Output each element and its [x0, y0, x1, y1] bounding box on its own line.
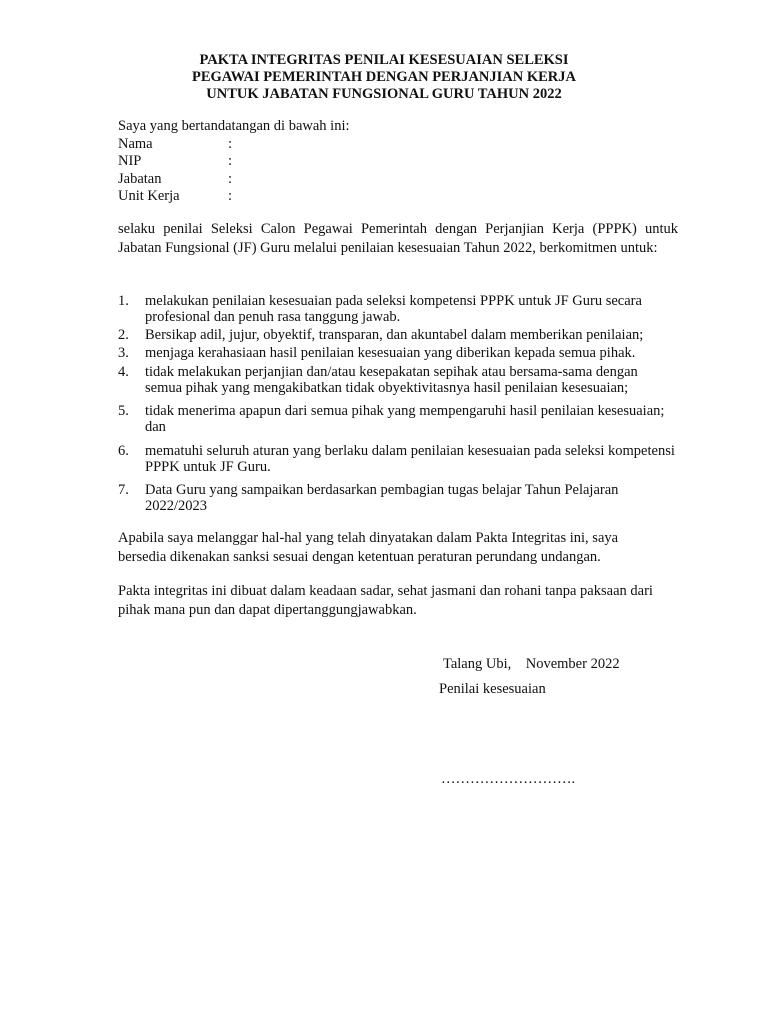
- list-item: [118, 403, 678, 435]
- list-item: [118, 482, 678, 514]
- field-colon: :: [228, 188, 233, 204]
- document-title: [0, 52, 768, 103]
- list-item-text: tidak menerima apapun dari semua pihak yang mempengaruhi hasil penilaian kesesuaian; dan: [145, 403, 665, 435]
- commitment-paragraph: selaku penilai Seleksi Calon Pegawai Pemerintah dengan Perjanjian Kerja (PPPK) untuk Jabatan Fungsional (JF) Guru melalui penilaian kesesuaian Tahun 2022, berkomitmen untuk:: [118, 221, 678, 256]
- list-item-text: Bersikap adil, jujur, obyektif, transparan, dan akuntabel dalam memberikan penilaian;: [145, 327, 644, 343]
- list-item-number: 4.: [118, 364, 129, 380]
- field-label-nip: NIP: [118, 153, 142, 169]
- field-row-nip: [118, 153, 350, 171]
- list-item-number: 1.: [118, 293, 129, 309]
- list-item-number: 5.: [118, 403, 129, 419]
- list-item-number: 2.: [118, 327, 129, 343]
- list-item: [118, 443, 678, 475]
- list-item-text: tidak melakukan perjanjian dan/atau kesepakatan sepihak atau bersama-sama dengan semua pihak yang mengakibatkan tidak obyektivitasnya hasil penilaian kesesuaian;: [145, 364, 638, 396]
- list-item-text: menjaga kerahasiaan hasil penilaian kesesuaian yang diberikan kepada semua pihak.: [145, 345, 636, 361]
- list-item: [118, 345, 678, 361]
- list-item-text: Data Guru yang sampaikan berdasarkan pembagian tugas belajar Tahun Pelajaran 2022/2023: [145, 482, 619, 514]
- signature-line: ……………………….: [441, 771, 576, 787]
- field-row-unit-kerja: [118, 188, 350, 206]
- title-line-3: UNTUK JABATAN FUNGSIONAL GURU TAHUN 2022: [206, 86, 562, 102]
- list-item-number: 6.: [118, 443, 129, 459]
- list-item-number: 3.: [118, 345, 129, 361]
- list-item-text: melakukan penilaian kesesuaian pada seleksi kompetensi PPPK untuk JF Guru secara profesional dan penuh rasa tanggung jawab.: [145, 293, 642, 325]
- list-item-number: 7.: [118, 482, 129, 498]
- signer-role: Penilai kesesuaian: [439, 681, 546, 697]
- identity-section: [118, 118, 350, 206]
- field-label-nama: Nama: [118, 135, 153, 152]
- list-item: [118, 364, 678, 396]
- list-item: [118, 293, 678, 325]
- declaration-paragraph: Pakta integritas ini dibuat dalam keadaan sadar, sehat jasmani dan rohani tanpa paksaan dari pihak mana pun dan dapat dipertanggungjawabkan.: [118, 583, 653, 618]
- field-row-jabatan: [118, 171, 350, 189]
- field-colon: :: [228, 153, 233, 169]
- place-date: Talang Ubi, November 2022: [443, 656, 620, 672]
- field-label-unit-kerja: Unit Kerja: [118, 188, 180, 204]
- list-item: [118, 327, 678, 343]
- sanction-paragraph: Apabila saya melanggar hal-hal yang telah dinyatakan dalam Pakta Integritas ini, saya bersedia dikenakan sanksi sesuai dengan ketentuan peraturan perundang undangan.: [118, 530, 619, 565]
- list-item-text: mematuhi seluruh aturan yang berlaku dalam penilaian kesesuaian pada seleksi kompetensi PPPK untuk JF Guru.: [145, 443, 675, 475]
- field-row-nama: [118, 136, 350, 154]
- field-colon: :: [228, 170, 233, 187]
- title-line-2: PEGAWAI PEMERINTAH DENGAN PERJANJIAN KERJA: [191, 69, 576, 85]
- title-line-1: PAKTA INTEGRITAS PENILAI KESESUAIAN SELEKSI: [199, 52, 569, 68]
- field-label-jabatan: Jabatan: [118, 170, 162, 187]
- intro-text: Saya yang bertandatangan di bawah ini:: [118, 118, 350, 134]
- field-colon: :: [228, 135, 233, 152]
